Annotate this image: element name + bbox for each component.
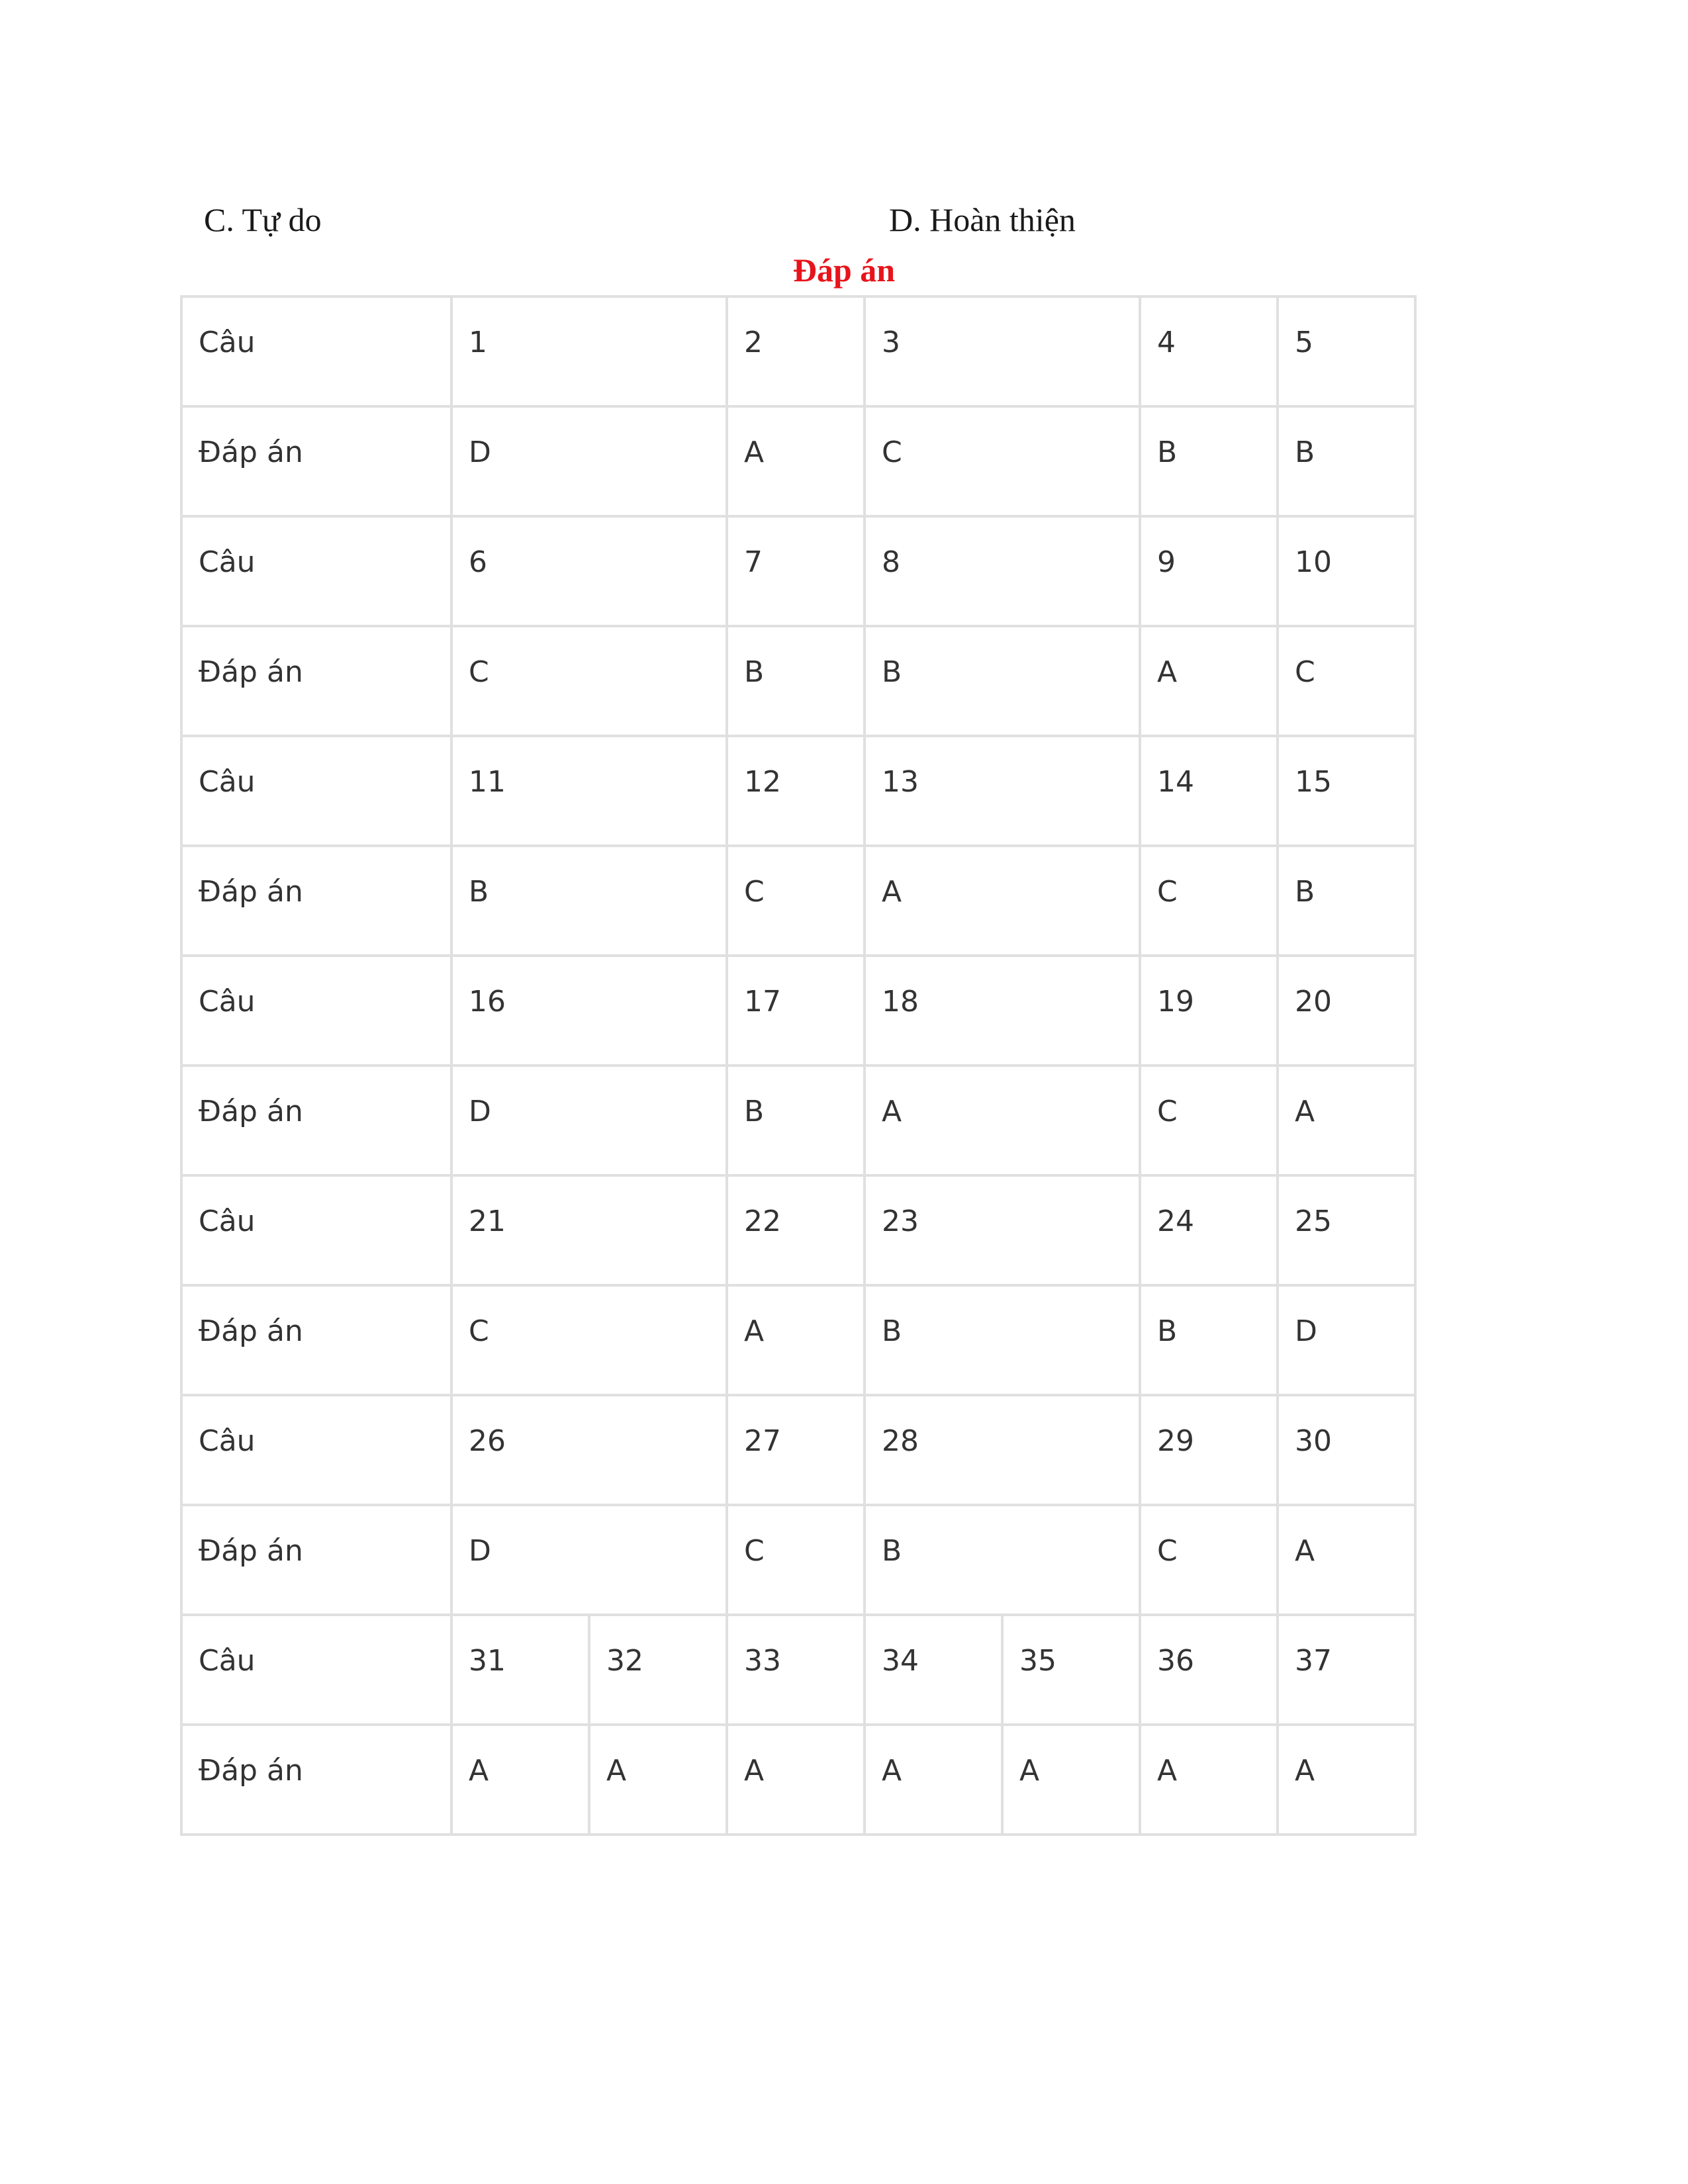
answer-label-cell-text: Đáp án bbox=[199, 1095, 303, 1128]
answer-letter-cell bbox=[1140, 1725, 1278, 1835]
answer-letter-cell-text: C bbox=[469, 655, 489, 689]
question-number-cell bbox=[727, 296, 865, 406]
answer-letter-cell-text: A bbox=[882, 1095, 902, 1128]
answer-label-cell-text: Đáp án bbox=[199, 435, 303, 469]
question-number-cell-text: 1 bbox=[469, 326, 487, 359]
answer-letter-cell bbox=[451, 626, 727, 736]
answer-letter-cell bbox=[1002, 1725, 1140, 1835]
question-number-cell bbox=[727, 956, 865, 1066]
answer-letter-cell bbox=[1140, 406, 1278, 516]
question-number-cell bbox=[727, 1175, 865, 1285]
answer-letter-cell-text: A bbox=[1157, 1754, 1178, 1788]
question-label-cell-text: Câu bbox=[199, 765, 256, 799]
answer-label-cell bbox=[181, 846, 451, 956]
answer-letter-cell bbox=[865, 1285, 1140, 1395]
question-number-cell-text: 5 bbox=[1295, 326, 1313, 359]
answer-letter-cell bbox=[451, 1725, 589, 1835]
question-number-cell bbox=[865, 1395, 1140, 1505]
question-number-cell-text: 2 bbox=[744, 326, 763, 359]
answer-letter-cell bbox=[727, 406, 865, 516]
answer-letter-cell-text: B bbox=[882, 655, 902, 689]
question-number-cell-text: 27 bbox=[744, 1424, 781, 1458]
question-number-cell-text: 24 bbox=[1157, 1205, 1194, 1238]
question-number-cell bbox=[451, 736, 727, 846]
answer-letter-cell bbox=[1278, 1285, 1415, 1395]
question-number-cell-text: 8 bbox=[882, 545, 900, 579]
question-number-cell bbox=[1278, 296, 1415, 406]
answer-row bbox=[181, 406, 1415, 516]
answer-letter-cell-text: D bbox=[1295, 1314, 1317, 1348]
question-row bbox=[181, 1395, 1415, 1505]
answer-letter-cell-text: A bbox=[744, 1754, 765, 1788]
answer-letter-cell-text: C bbox=[1157, 875, 1178, 909]
question-row bbox=[181, 296, 1415, 406]
answer-letter-cell bbox=[865, 1505, 1140, 1615]
answer-letter-cell bbox=[727, 1505, 865, 1615]
question-number-cell-text: 37 bbox=[1295, 1644, 1332, 1678]
question-number-cell-text: 12 bbox=[744, 765, 781, 799]
answer-letter-cell-text: C bbox=[469, 1314, 489, 1348]
question-number-cell-text: 6 bbox=[469, 545, 487, 579]
question-number-cell bbox=[1278, 1395, 1415, 1505]
question-number-cell-text: 9 bbox=[1157, 545, 1176, 579]
answer-letter-cell-text: B bbox=[744, 1095, 765, 1128]
question-number-cell bbox=[451, 1175, 727, 1285]
question-label-cell-text: Câu bbox=[199, 1205, 256, 1238]
answer-letter-cell bbox=[1140, 1505, 1278, 1615]
question-number-cell-text: 17 bbox=[744, 985, 781, 1019]
question-number-cell-text: 29 bbox=[1157, 1424, 1194, 1458]
question-label-cell-text: Câu bbox=[199, 1644, 256, 1678]
question-label-cell bbox=[181, 736, 451, 846]
answer-letter-cell bbox=[727, 626, 865, 736]
question-number-cell bbox=[1278, 1175, 1415, 1285]
answer-letter-cell-text: C bbox=[1295, 655, 1315, 689]
question-number-cell bbox=[1140, 1175, 1278, 1285]
answer-label-cell-text: Đáp án bbox=[199, 1314, 303, 1348]
answer-letter-cell-text: C bbox=[1157, 1095, 1178, 1128]
question-number-cell bbox=[1278, 516, 1415, 626]
answer-letter-cell-text: A bbox=[744, 435, 765, 469]
answer-letter-cell bbox=[727, 1725, 865, 1835]
question-label-cell bbox=[181, 956, 451, 1066]
option-d: D. Hoàn thiện bbox=[889, 201, 1076, 238]
question-label-cell bbox=[181, 516, 451, 626]
question-number-cell-text: 16 bbox=[469, 985, 506, 1019]
answer-letter-cell-text: C bbox=[882, 435, 902, 469]
answer-letter-cell-text: D bbox=[469, 1095, 491, 1128]
answer-letter-cell-text: A bbox=[1157, 655, 1178, 689]
question-number-cell-text: 20 bbox=[1295, 985, 1332, 1019]
answer-letter-cell bbox=[1278, 406, 1415, 516]
answer-letter-cell bbox=[589, 1725, 727, 1835]
answer-letter-cell-text: B bbox=[1157, 435, 1178, 469]
question-number-cell-text: 4 bbox=[1157, 326, 1176, 359]
answer-label-cell-text: Đáp án bbox=[199, 875, 303, 909]
answer-letter-cell-text: A bbox=[1019, 1754, 1040, 1788]
question-number-cell bbox=[865, 516, 1140, 626]
option-c: C. Tự do bbox=[204, 201, 322, 238]
question-label-cell-text: Câu bbox=[199, 1424, 256, 1458]
question-number-cell-text: 11 bbox=[469, 765, 506, 799]
answer-letter-cell bbox=[1140, 1066, 1278, 1175]
question-number-cell-text: 13 bbox=[882, 765, 919, 799]
answer-letter-cell bbox=[1140, 1285, 1278, 1395]
question-number-cell bbox=[1278, 1615, 1415, 1725]
answer-letter-cell bbox=[1278, 1725, 1415, 1835]
question-number-cell bbox=[451, 956, 727, 1066]
question-label-cell-text: Câu bbox=[199, 985, 256, 1019]
answer-letter-cell-text: A bbox=[469, 1754, 489, 1788]
question-number-cell bbox=[727, 1395, 865, 1505]
question-label-cell bbox=[181, 1395, 451, 1505]
question-number-cell bbox=[727, 1615, 865, 1725]
question-number-cell bbox=[451, 516, 727, 626]
question-number-cell-text: 30 bbox=[1295, 1424, 1332, 1458]
question-number-cell bbox=[1002, 1615, 1140, 1725]
question-label-cell-text: Câu bbox=[199, 545, 256, 579]
question-number-cell bbox=[589, 1615, 727, 1725]
answer-letter-cell-text: B bbox=[469, 875, 489, 909]
answer-letter-cell-text: B bbox=[1157, 1314, 1178, 1348]
answer-row bbox=[181, 1066, 1415, 1175]
answer-row bbox=[181, 846, 1415, 956]
answer-letter-cell bbox=[1140, 626, 1278, 736]
answer-letter-cell bbox=[865, 846, 1140, 956]
answer-letter-cell-text: A bbox=[882, 1754, 902, 1788]
question-number-cell-text: 34 bbox=[882, 1644, 919, 1678]
answer-key-table bbox=[180, 295, 1417, 1836]
answer-letter-cell-text: D bbox=[469, 1534, 491, 1568]
answer-letter-cell bbox=[865, 626, 1140, 736]
question-number-cell-text: 22 bbox=[744, 1205, 781, 1238]
answer-row bbox=[181, 626, 1415, 736]
answer-letter-cell-text: A bbox=[744, 1314, 765, 1348]
question-number-cell bbox=[451, 1615, 589, 1725]
question-number-cell bbox=[865, 296, 1140, 406]
answer-letter-cell bbox=[1278, 1066, 1415, 1175]
question-number-cell bbox=[727, 736, 865, 846]
answer-letter-cell bbox=[1278, 626, 1415, 736]
question-number-cell bbox=[727, 516, 865, 626]
answer-letter-cell bbox=[451, 846, 727, 956]
answer-label-cell bbox=[181, 406, 451, 516]
question-number-cell-text: 15 bbox=[1295, 765, 1332, 799]
answer-letter-cell bbox=[865, 1725, 1002, 1835]
answer-label-cell-text: Đáp án bbox=[199, 1754, 303, 1788]
answer-letter-cell bbox=[1278, 846, 1415, 956]
answer-letter-cell-text: D bbox=[469, 435, 491, 469]
question-number-cell-text: 18 bbox=[882, 985, 919, 1019]
question-number-cell-text: 28 bbox=[882, 1424, 919, 1458]
question-label-cell bbox=[181, 1175, 451, 1285]
question-number-cell-text: 23 bbox=[882, 1205, 919, 1238]
answer-letter-cell bbox=[1278, 1505, 1415, 1615]
question-number-cell-text: 33 bbox=[744, 1644, 781, 1678]
answer-letter-cell-text: B bbox=[882, 1314, 902, 1348]
answer-letter-cell-text: A bbox=[882, 875, 902, 909]
question-number-cell-text: 3 bbox=[882, 326, 900, 359]
answer-label-cell-text: Đáp án bbox=[199, 655, 303, 689]
answer-row bbox=[181, 1725, 1415, 1835]
question-row bbox=[181, 1175, 1415, 1285]
answer-letter-cell bbox=[727, 1066, 865, 1175]
question-number-cell bbox=[865, 1615, 1002, 1725]
answer-letter-cell-text: A bbox=[1295, 1534, 1315, 1568]
question-row bbox=[181, 956, 1415, 1066]
answer-label-cell bbox=[181, 626, 451, 736]
answer-letter-cell bbox=[451, 1285, 727, 1395]
question-number-cell bbox=[1140, 956, 1278, 1066]
answer-letter-cell-text: C bbox=[1157, 1534, 1178, 1568]
answer-label-cell-text: Đáp án bbox=[199, 1534, 303, 1568]
answer-letter-cell bbox=[1140, 846, 1278, 956]
question-number-cell bbox=[451, 296, 727, 406]
question-label-cell bbox=[181, 1615, 451, 1725]
answer-letter-cell bbox=[865, 406, 1140, 516]
question-number-cell bbox=[1278, 956, 1415, 1066]
answer-letter-cell bbox=[451, 406, 727, 516]
question-number-cell-text: 14 bbox=[1157, 765, 1194, 799]
answer-letter-cell-text: A bbox=[1295, 1095, 1315, 1128]
answer-letter-cell-text: B bbox=[744, 655, 765, 689]
question-number-cell bbox=[865, 1175, 1140, 1285]
answer-key-heading: Đáp án bbox=[792, 251, 896, 289]
question-number-cell bbox=[1278, 736, 1415, 846]
question-number-cell-text: 36 bbox=[1157, 1644, 1194, 1678]
question-number-cell bbox=[1140, 736, 1278, 846]
question-number-cell-text: 7 bbox=[744, 545, 763, 579]
question-number-cell bbox=[1140, 1395, 1278, 1505]
question-number-cell bbox=[1140, 516, 1278, 626]
question-row bbox=[181, 1615, 1415, 1725]
question-label-cell bbox=[181, 296, 451, 406]
answer-letter-cell bbox=[865, 1066, 1140, 1175]
question-number-cell-text: 19 bbox=[1157, 985, 1194, 1019]
question-number-cell-text: 32 bbox=[606, 1644, 643, 1678]
answer-letter-cell-text: B bbox=[1295, 875, 1315, 909]
question-number-cell-text: 25 bbox=[1295, 1205, 1332, 1238]
question-number-cell-text: 26 bbox=[469, 1424, 506, 1458]
question-number-cell bbox=[865, 956, 1140, 1066]
answer-letter-cell-text: C bbox=[744, 875, 765, 909]
answer-row bbox=[181, 1285, 1415, 1395]
answer-letter-cell-text: B bbox=[882, 1534, 902, 1568]
question-row bbox=[181, 736, 1415, 846]
answer-options-line bbox=[0, 193, 1688, 246]
question-label-cell-text: Câu bbox=[199, 326, 256, 359]
answer-letter-cell-text: C bbox=[744, 1534, 765, 1568]
question-row bbox=[181, 516, 1415, 626]
answer-letter-cell bbox=[727, 1285, 865, 1395]
answer-label-cell bbox=[181, 1505, 451, 1615]
question-number-cell bbox=[1140, 1615, 1278, 1725]
question-number-cell bbox=[1140, 296, 1278, 406]
answer-letter-cell bbox=[451, 1505, 727, 1615]
answer-letter-cell bbox=[727, 846, 865, 956]
answer-label-cell bbox=[181, 1285, 451, 1395]
answer-letter-cell-text: A bbox=[1295, 1754, 1315, 1788]
question-number-cell-text: 10 bbox=[1295, 545, 1332, 579]
answer-row bbox=[181, 1505, 1415, 1615]
question-number-cell-text: 31 bbox=[469, 1644, 506, 1678]
question-number-cell bbox=[865, 736, 1140, 846]
answer-letter-cell-text: B bbox=[1295, 435, 1315, 469]
question-number-cell bbox=[451, 1395, 727, 1505]
question-number-cell-text: 21 bbox=[469, 1205, 506, 1238]
answer-letter-cell-text: A bbox=[606, 1754, 627, 1788]
question-number-cell-text: 35 bbox=[1019, 1644, 1056, 1678]
answer-label-cell bbox=[181, 1725, 451, 1835]
answer-letter-cell bbox=[451, 1066, 727, 1175]
answer-label-cell bbox=[181, 1066, 451, 1175]
